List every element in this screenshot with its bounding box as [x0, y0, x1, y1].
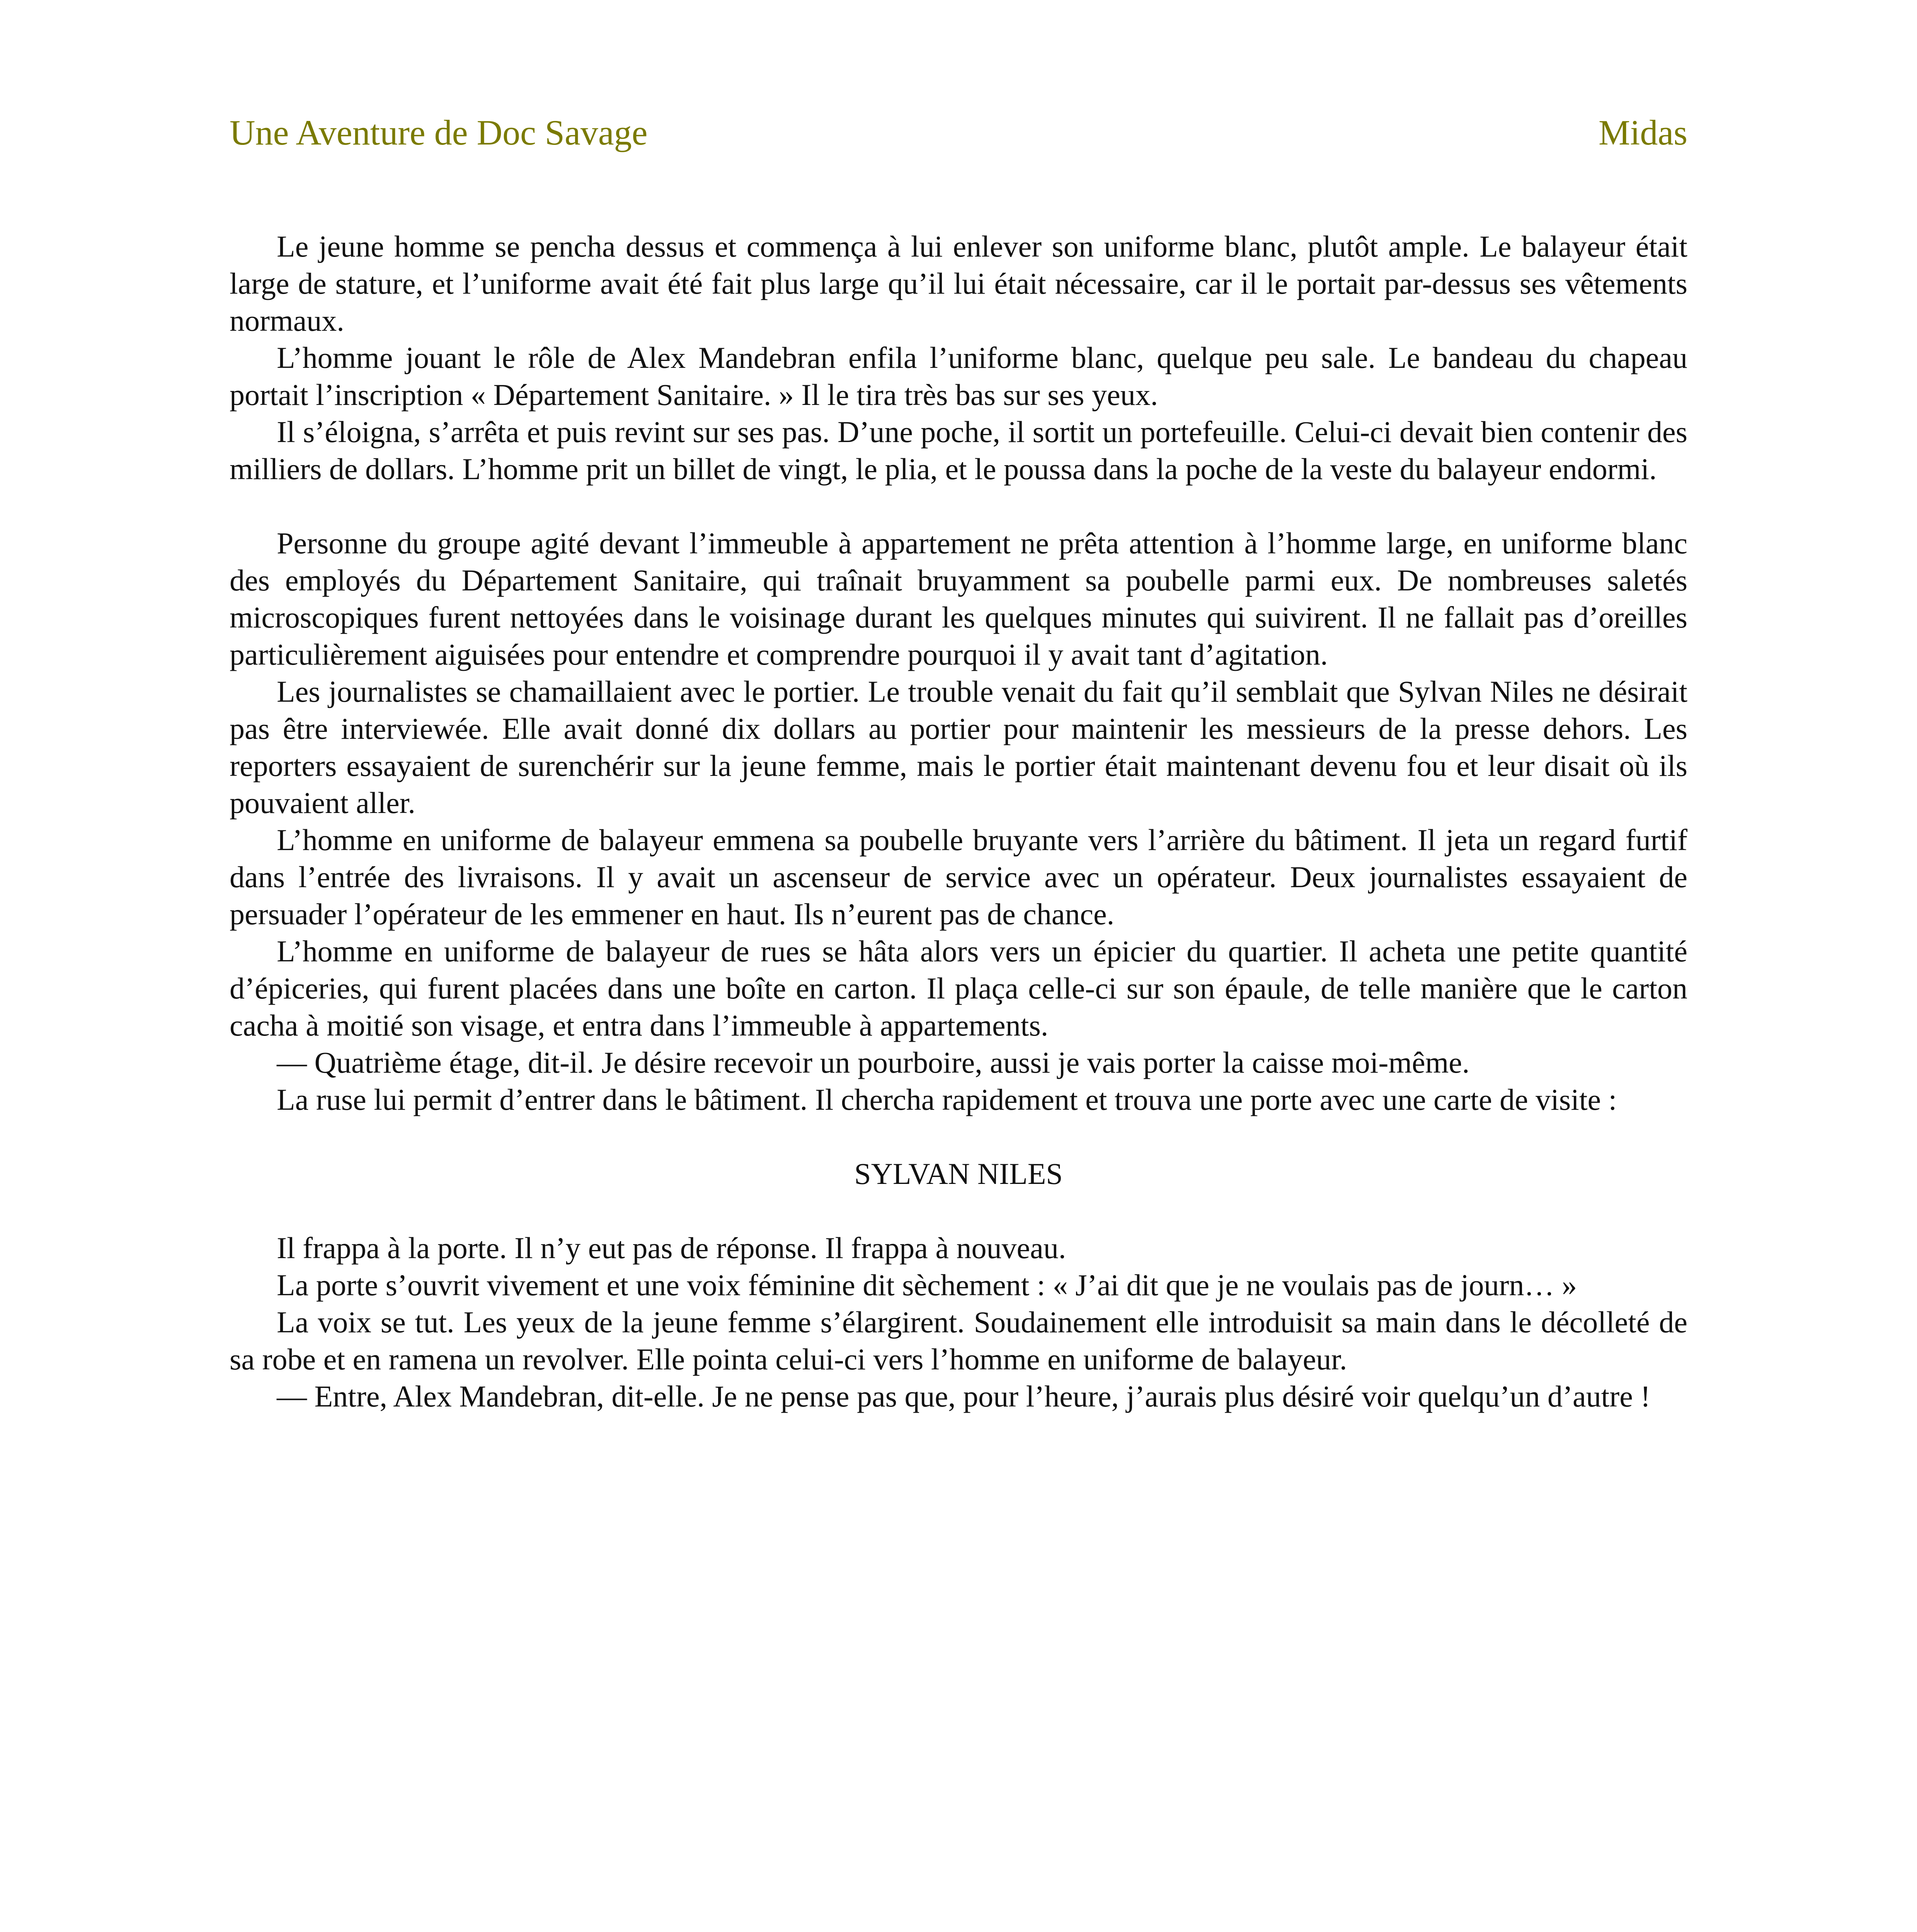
header-chapter-title: Midas [1599, 113, 1687, 152]
paragraph: L’homme en uniforme de balayeur de rues se hâta alors vers un épicier du quartier. Il acheta une petite quantité d’épiceries, qui furent placées dans une boîte en carton. Il plaça celle-ci sur son épaule, de telle manière que le carton cacha à moitié son visage, et entra dans l’immeuble à appartements. [230, 934, 1687, 1042]
paragraph: L’homme jouant le rôle de Alex Mandebran enfila l’uniforme blanc, quelque peu sale. Le bandeau du chapeau portait l’inscription « Département Sanitaire. » Il le tira très bas sur ses yeux. [230, 341, 1687, 412]
paragraph: L’homme en uniforme de balayeur emmena sa poubelle bruyante vers l’arrière du bâtiment. Il jeta un regard furtif dans l’entrée des livraisons. Il y avait un ascenseur de service avec un opérateur. Deux journalistes essayaient de persuader l’opérateur de les emmener en haut. Ils n’eurent pas de chance. [230, 823, 1687, 931]
body-text [230, 228, 1687, 1415]
visiting-card-text: SYLVAN NILES [854, 1157, 1063, 1190]
paragraph: Le jeune homme se pencha dessus et commença à lui enlever son uniforme blanc, plutôt ample. Le balayeur était large de stature, et l’uniforme avait été fait plus large qu’il lui était nécessaire, car il le portait par-dessus ses vêtements normaux. [230, 230, 1687, 337]
running-header [230, 112, 1687, 158]
paragraph: Les journalistes se chamaillaient avec le portier. Le trouble venait du fait qu’il semblait que Sylvan Niles ne désirait pas être interviewée. Elle avait donné dix dollars au portier pour maintenir les messieurs de la presse dehors. Les reporters essayaient de surenchérir sur la jeune femme, mais le portier était maintenant devenu fou et leur disait où ils pouvaient aller. [230, 675, 1687, 820]
paragraph: Personne du groupe agité devant l’immeuble à appartement ne prêta attention à l’homme large, en uniforme blanc des employés du Département Sanitaire, qui traînait bruyamment sa poubelle parmi eux. De nombreuses saletés microscopiques furent nettoyées dans le voisinage durant les quelques minutes qui suivirent. Il ne fallait pas d’oreilles particulièrement aiguisées pour entendre et comprendre pourquoi il y avait tant d’agitation. [230, 526, 1687, 671]
dialogue-line: — Quatrième étage, dit-il. Je désire recevoir un pourboire, aussi je vais porter la caisse moi-même. [277, 1046, 1470, 1079]
paragraph: Il s’éloigna, s’arrêta et puis revint sur ses pas. D’une poche, il sortit un portefeuille. Celui-ci devait bien contenir des milliers de dollars. L’homme prit un billet de vingt, le plia, et le poussa dans la poche de la veste du balayeur endormi. [230, 415, 1687, 486]
paragraph: Il frappa à la porte. Il n’y eut pas de réponse. Il frappa à nouveau. [277, 1231, 1066, 1265]
paragraph: La ruse lui permit d’entrer dans le bâtiment. Il chercha rapidement et trouva une porte avec une carte de visite : [277, 1083, 1617, 1116]
dialogue-line: — Entre, Alex Mandebran, dit-elle. Je ne pense pas que, pour l’heure, j’aurais plus désiré voir quelqu’un d’autre ! [277, 1379, 1651, 1413]
paragraph: La voix se tut. Les yeux de la jeune femme s’élargirent. Soudainement elle introduisit sa main dans le décolleté de sa robe et en ramena un revolver. Elle pointa celui-ci vers l’homme en uniforme de balayeur. [230, 1305, 1687, 1376]
header-book-title: Une Aventure de Doc Savage [230, 113, 648, 152]
paragraph: La porte s’ouvrit vivement et une voix féminine dit sèchement : « J’ai dit que je ne voulais pas de journ… » [277, 1268, 1577, 1302]
